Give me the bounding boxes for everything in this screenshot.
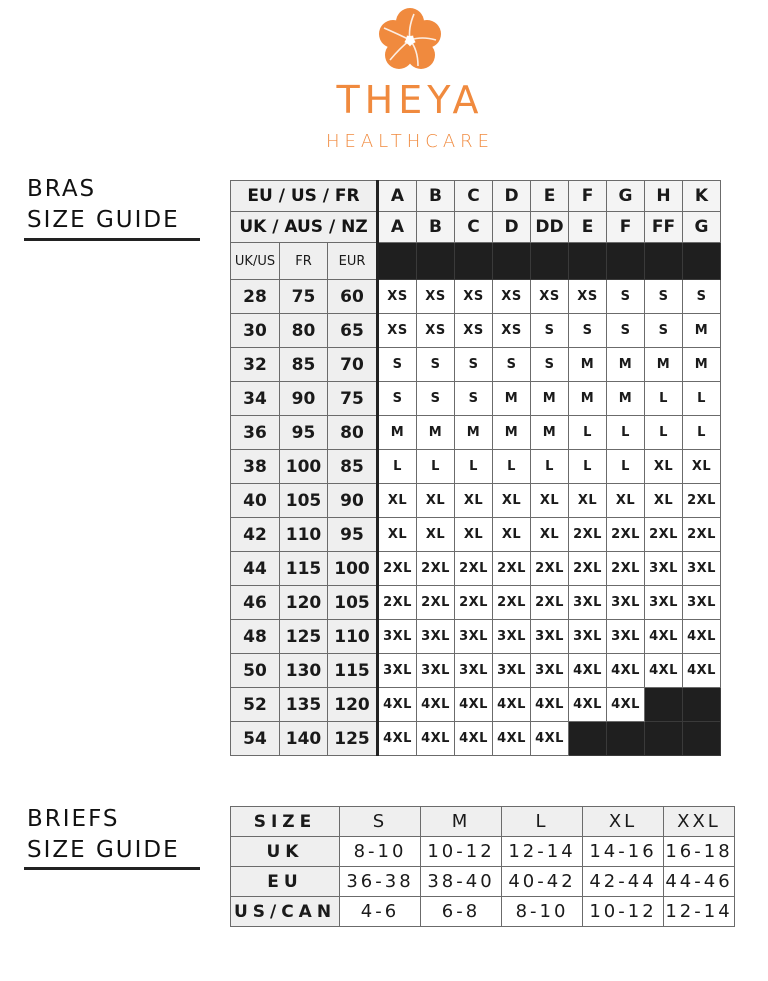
band-eur: 85 xyxy=(328,450,378,484)
size-cell: L xyxy=(378,450,417,484)
band-row xyxy=(231,654,721,688)
size-cell: 2XL xyxy=(417,586,455,620)
band-uk: 46 xyxy=(231,586,280,620)
size-cell: XS xyxy=(378,314,417,348)
size-cell: 2XL xyxy=(531,552,569,586)
band-eur: 100 xyxy=(328,552,378,586)
size-cell: 4XL xyxy=(569,688,607,722)
size-cell: L xyxy=(455,450,493,484)
unavailable-cell xyxy=(683,722,721,756)
band-uk: 32 xyxy=(231,348,280,382)
unavailable-cell xyxy=(607,722,645,756)
size-cell: XS xyxy=(378,280,417,314)
briefs-title-line2: SIZE GUIDE xyxy=(27,837,180,863)
briefs-cell: M xyxy=(421,807,502,837)
band-row xyxy=(231,348,721,382)
sub-header-fr: FR xyxy=(280,243,328,280)
cup-uk: D xyxy=(493,212,531,243)
size-cell: 3XL xyxy=(455,654,493,688)
size-cell: 2XL xyxy=(531,586,569,620)
size-cell: S xyxy=(531,314,569,348)
band-row xyxy=(231,586,721,620)
size-cell: S xyxy=(569,314,607,348)
size-cell: 3XL xyxy=(607,586,645,620)
band-eur: 80 xyxy=(328,416,378,450)
size-cell: M xyxy=(683,314,721,348)
size-cell: 2XL xyxy=(683,484,721,518)
unavailable-cell xyxy=(645,722,683,756)
cup-uk: A xyxy=(378,212,417,243)
cup-uk: F xyxy=(607,212,645,243)
band-row xyxy=(231,722,721,756)
size-cell: XL xyxy=(683,450,721,484)
size-cell: 3XL xyxy=(378,654,417,688)
band-row xyxy=(231,688,721,722)
bras-title-underline xyxy=(24,238,200,241)
header-filler xyxy=(531,243,569,280)
size-cell: 4XL xyxy=(683,654,721,688)
band-row xyxy=(231,620,721,654)
size-cell: XS xyxy=(417,280,455,314)
briefs-cell: XXL xyxy=(664,807,735,837)
size-cell: L xyxy=(417,450,455,484)
size-cell: XL xyxy=(417,484,455,518)
unavailable-cell xyxy=(645,688,683,722)
band-fr: 90 xyxy=(280,382,328,416)
cup-uk: FF xyxy=(645,212,683,243)
unavailable-cell xyxy=(683,688,721,722)
brand-name: THEYA xyxy=(336,78,484,122)
size-cell: M xyxy=(493,382,531,416)
band-eur: 120 xyxy=(328,688,378,722)
size-cell: 4XL xyxy=(683,620,721,654)
size-cell: 3XL xyxy=(378,620,417,654)
size-cell: M xyxy=(607,382,645,416)
size-cell: S xyxy=(645,314,683,348)
size-cell: 3XL xyxy=(531,654,569,688)
size-cell: 4XL xyxy=(493,688,531,722)
sub-header-eur: EUR xyxy=(328,243,378,280)
band-uk: 44 xyxy=(231,552,280,586)
size-cell: 3XL xyxy=(493,620,531,654)
size-cell: XS xyxy=(531,280,569,314)
flower-icon xyxy=(378,8,442,72)
size-cell: 4XL xyxy=(569,654,607,688)
size-cell: 3XL xyxy=(455,620,493,654)
header-filler xyxy=(607,243,645,280)
size-cell: 4XL xyxy=(378,688,417,722)
cup-eu: B xyxy=(417,181,455,212)
size-cell: M xyxy=(417,416,455,450)
cup-uk: DD xyxy=(531,212,569,243)
band-fr: 80 xyxy=(280,314,328,348)
header-filler xyxy=(455,243,493,280)
briefs-section-title xyxy=(27,804,180,866)
size-cell: 3XL xyxy=(645,586,683,620)
band-eur: 75 xyxy=(328,382,378,416)
size-cell: XL xyxy=(417,518,455,552)
size-cell: 3XL xyxy=(417,654,455,688)
size-cell: XS xyxy=(455,314,493,348)
size-cell: XL xyxy=(493,518,531,552)
size-cell: XL xyxy=(569,484,607,518)
band-row xyxy=(231,280,721,314)
size-cell: XS xyxy=(493,314,531,348)
size-cell: 4XL xyxy=(531,688,569,722)
cup-eu: H xyxy=(645,181,683,212)
cup-uk: E xyxy=(569,212,607,243)
size-cell: 4XL xyxy=(455,688,493,722)
briefs-cell: 12-14 xyxy=(664,897,735,927)
band-eur: 110 xyxy=(328,620,378,654)
briefs-cell: 44-46 xyxy=(664,867,735,897)
size-cell: XL xyxy=(493,484,531,518)
briefs-cell: 38-40 xyxy=(421,867,502,897)
header-filler xyxy=(645,243,683,280)
band-uk: 34 xyxy=(231,382,280,416)
size-cell: S xyxy=(417,348,455,382)
size-cell: 2XL xyxy=(607,518,645,552)
size-cell: 4XL xyxy=(455,722,493,756)
briefs-row-label: EU xyxy=(231,867,340,897)
size-cell: M xyxy=(493,416,531,450)
size-cell: M xyxy=(378,416,417,450)
band-eur: 95 xyxy=(328,518,378,552)
size-cell: 4XL xyxy=(531,722,569,756)
briefs-row xyxy=(231,867,735,897)
band-fr: 135 xyxy=(280,688,328,722)
cup-uk: B xyxy=(417,212,455,243)
band-eur: 115 xyxy=(328,654,378,688)
band-eur: 105 xyxy=(328,586,378,620)
size-cell: XL xyxy=(531,484,569,518)
briefs-title-underline xyxy=(24,867,200,870)
size-cell: 3XL xyxy=(493,654,531,688)
size-cell: 2XL xyxy=(493,586,531,620)
size-cell: 4XL xyxy=(417,688,455,722)
sub-header-ukus: UK/US xyxy=(231,243,280,280)
band-uk: 48 xyxy=(231,620,280,654)
briefs-cell: 14-16 xyxy=(583,837,664,867)
size-cell: 2XL xyxy=(378,552,417,586)
size-cell: M xyxy=(645,348,683,382)
briefs-cell: 4-6 xyxy=(340,897,421,927)
size-cell: S xyxy=(455,348,493,382)
band-fr: 95 xyxy=(280,416,328,450)
size-cell: S xyxy=(683,280,721,314)
size-cell: 3XL xyxy=(683,552,721,586)
header-row-eu xyxy=(231,181,721,212)
band-fr: 85 xyxy=(280,348,328,382)
size-cell: 3XL xyxy=(607,620,645,654)
band-row xyxy=(231,518,721,552)
header-filler xyxy=(378,243,417,280)
size-cell: L xyxy=(569,450,607,484)
briefs-row-label: US/CAN xyxy=(231,897,340,927)
band-uk: 40 xyxy=(231,484,280,518)
header-label-uk: UK / AUS / NZ xyxy=(231,212,378,243)
size-cell: M xyxy=(531,382,569,416)
band-fr: 105 xyxy=(280,484,328,518)
briefs-cell: 8-10 xyxy=(502,897,583,927)
briefs-row-label: UK xyxy=(231,837,340,867)
header-filler xyxy=(417,243,455,280)
size-cell: L xyxy=(683,416,721,450)
size-cell: L xyxy=(531,450,569,484)
size-cell: S xyxy=(378,382,417,416)
size-cell: XL xyxy=(455,518,493,552)
size-cell: M xyxy=(455,416,493,450)
size-cell: L xyxy=(645,382,683,416)
size-cell: L xyxy=(607,450,645,484)
size-cell: L xyxy=(569,416,607,450)
cup-eu: C xyxy=(455,181,493,212)
briefs-row xyxy=(231,807,735,837)
briefs-size-table xyxy=(230,806,735,927)
band-row xyxy=(231,382,721,416)
size-cell: S xyxy=(378,348,417,382)
briefs-cell: XL xyxy=(583,807,664,837)
size-cell: 2XL xyxy=(569,552,607,586)
size-cell: XL xyxy=(607,484,645,518)
band-uk: 28 xyxy=(231,280,280,314)
briefs-cell: 16-18 xyxy=(664,837,735,867)
size-cell: L xyxy=(493,450,531,484)
size-cell: XS xyxy=(569,280,607,314)
size-cell: 3XL xyxy=(531,620,569,654)
size-cell: 2XL xyxy=(569,518,607,552)
size-cell: M xyxy=(607,348,645,382)
bras-title-line1: BRAS xyxy=(27,176,97,202)
size-cell: 3XL xyxy=(569,586,607,620)
band-fr: 115 xyxy=(280,552,328,586)
size-cell: S xyxy=(531,348,569,382)
band-row xyxy=(231,450,721,484)
size-cell: XL xyxy=(531,518,569,552)
briefs-row xyxy=(231,837,735,867)
size-cell: XS xyxy=(493,280,531,314)
band-uk: 42 xyxy=(231,518,280,552)
briefs-cell: L xyxy=(502,807,583,837)
band-eur: 90 xyxy=(328,484,378,518)
band-fr: 75 xyxy=(280,280,328,314)
brand-subtitle: HEALTHCARE xyxy=(325,131,495,152)
size-cell: 2XL xyxy=(417,552,455,586)
cup-eu: F xyxy=(569,181,607,212)
band-uk: 54 xyxy=(231,722,280,756)
size-cell: XL xyxy=(645,484,683,518)
bras-title-line2: SIZE GUIDE xyxy=(27,207,180,233)
briefs-cell: 36-38 xyxy=(340,867,421,897)
briefs-row xyxy=(231,897,735,927)
size-cell: 2XL xyxy=(645,518,683,552)
band-fr: 125 xyxy=(280,620,328,654)
size-cell: S xyxy=(607,314,645,348)
band-uk: 36 xyxy=(231,416,280,450)
band-uk: 50 xyxy=(231,654,280,688)
cup-eu: K xyxy=(683,181,721,212)
cup-eu: D xyxy=(493,181,531,212)
size-cell: XL xyxy=(455,484,493,518)
cup-eu: A xyxy=(378,181,417,212)
header-filler xyxy=(569,243,607,280)
briefs-cell: 40-42 xyxy=(502,867,583,897)
size-cell: S xyxy=(455,382,493,416)
unavailable-cell xyxy=(569,722,607,756)
band-uk: 30 xyxy=(231,314,280,348)
size-cell: L xyxy=(645,416,683,450)
size-cell: M xyxy=(569,348,607,382)
size-cell: 4XL xyxy=(645,654,683,688)
size-cell: 4XL xyxy=(417,722,455,756)
size-cell: 3XL xyxy=(683,586,721,620)
briefs-cell: 6-8 xyxy=(421,897,502,927)
size-cell: XL xyxy=(645,450,683,484)
header-filler xyxy=(493,243,531,280)
bras-size-table xyxy=(230,180,721,756)
size-cell: 4XL xyxy=(493,722,531,756)
band-fr: 110 xyxy=(280,518,328,552)
band-fr: 130 xyxy=(280,654,328,688)
size-cell: L xyxy=(607,416,645,450)
band-fr: 120 xyxy=(280,586,328,620)
size-cell: 2XL xyxy=(455,586,493,620)
band-eur: 70 xyxy=(328,348,378,382)
size-cell: 2XL xyxy=(607,552,645,586)
size-cell: 2XL xyxy=(683,518,721,552)
cup-eu: G xyxy=(607,181,645,212)
band-fr: 100 xyxy=(280,450,328,484)
briefs-cell: S xyxy=(340,807,421,837)
cup-eu: E xyxy=(531,181,569,212)
briefs-title-line1: BRIEFS xyxy=(27,806,120,832)
header-row-uk xyxy=(231,212,721,243)
briefs-cell: 12-14 xyxy=(502,837,583,867)
briefs-row-label: SIZE xyxy=(231,807,340,837)
cup-uk: C xyxy=(455,212,493,243)
size-cell: M xyxy=(531,416,569,450)
band-eur: 65 xyxy=(328,314,378,348)
band-row xyxy=(231,314,721,348)
size-cell: XL xyxy=(378,518,417,552)
band-row xyxy=(231,552,721,586)
size-cell: XL xyxy=(378,484,417,518)
size-cell: L xyxy=(683,382,721,416)
brand-logo xyxy=(300,8,520,158)
bras-section-title xyxy=(27,174,180,236)
size-cell: 2XL xyxy=(455,552,493,586)
band-uk: 52 xyxy=(231,688,280,722)
size-cell: M xyxy=(683,348,721,382)
size-cell: S xyxy=(645,280,683,314)
size-cell: 4XL xyxy=(607,654,645,688)
briefs-cell: 10-12 xyxy=(583,897,664,927)
size-cell: M xyxy=(569,382,607,416)
size-cell: S xyxy=(607,280,645,314)
size-cell: 4XL xyxy=(378,722,417,756)
size-cell: S xyxy=(417,382,455,416)
size-cell: S xyxy=(493,348,531,382)
header-filler xyxy=(683,243,721,280)
band-uk: 38 xyxy=(231,450,280,484)
band-fr: 140 xyxy=(280,722,328,756)
briefs-cell: 8-10 xyxy=(340,837,421,867)
cup-uk: G xyxy=(683,212,721,243)
band-eur: 60 xyxy=(328,280,378,314)
size-cell: XS xyxy=(417,314,455,348)
header-label-eu: EU / US / FR xyxy=(231,181,378,212)
size-cell: XS xyxy=(455,280,493,314)
band-row xyxy=(231,484,721,518)
size-cell: 4XL xyxy=(645,620,683,654)
size-cell: 4XL xyxy=(607,688,645,722)
size-cell: 2XL xyxy=(378,586,417,620)
sub-header-row xyxy=(231,243,721,280)
size-cell: 3XL xyxy=(569,620,607,654)
size-cell: 3XL xyxy=(645,552,683,586)
briefs-cell: 42-44 xyxy=(583,867,664,897)
briefs-cell: 10-12 xyxy=(421,837,502,867)
size-cell: 3XL xyxy=(417,620,455,654)
size-cell: 2XL xyxy=(493,552,531,586)
band-eur: 125 xyxy=(328,722,378,756)
band-row xyxy=(231,416,721,450)
